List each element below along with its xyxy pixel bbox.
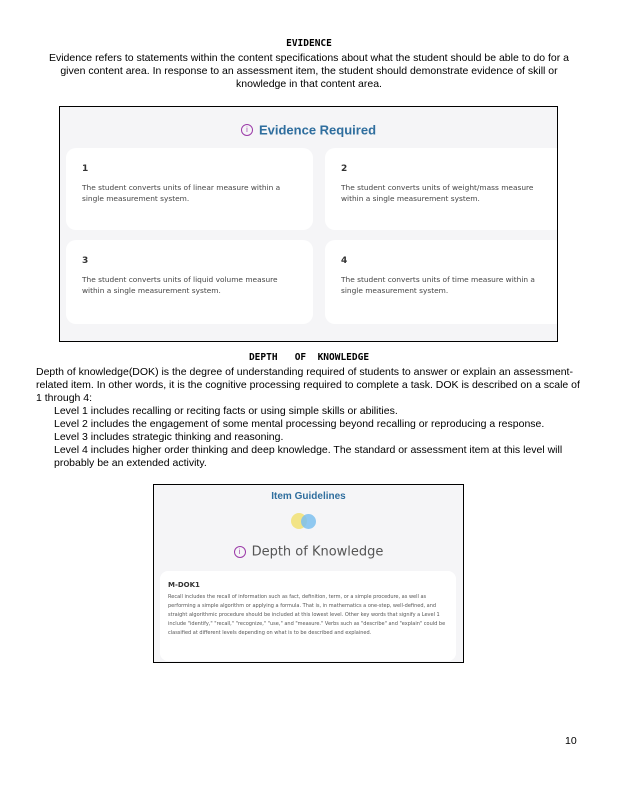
depth-of-knowledge-title: Depth of Knowledge bbox=[251, 544, 384, 560]
evidence-card bbox=[66, 148, 313, 230]
evidence-card bbox=[66, 240, 313, 324]
evidence-card bbox=[325, 240, 558, 324]
item-guidelines-title: Item Guidelines bbox=[271, 491, 346, 502]
evidence-required-title: Evidence Required bbox=[258, 122, 377, 138]
evidence-card-number: 1 bbox=[82, 164, 89, 174]
dok-level-text: Level 3 includes strategic thinking and reasoning. bbox=[54, 431, 284, 443]
evidence-card-text: The student converts units of liquid volume measure within a single measurement system. bbox=[82, 275, 278, 295]
evidence-paragraph: Evidence refers to statements within the content specifications about what the student should be able to do for a given content area. In response to an assessment item, the student should demonstrate evidence of skill or knowledge in that content area. bbox=[48, 52, 570, 90]
dok-heading: DEPTH OF KNOWLEDGE bbox=[248, 352, 370, 363]
dok-card-code: M-DOK1 bbox=[168, 581, 200, 589]
evidence-heading: EVIDENCE bbox=[286, 38, 332, 49]
list-item bbox=[36, 444, 582, 470]
evidence-card-number: 2 bbox=[341, 164, 348, 174]
evidence-card-text: The student converts units of weight/mass measure within a single measurement system. bbox=[341, 183, 534, 203]
dok-level-text: Level 2 includes the engagement of some mental processing beyond recalling or reproducing a response. bbox=[54, 418, 545, 430]
dok-level-text: Level 1 includes recalling or reciting facts or using simple skills or abilities. bbox=[54, 405, 398, 417]
info-circle-icon: i bbox=[241, 124, 253, 136]
list-item bbox=[36, 418, 582, 431]
item-guidelines-figure bbox=[153, 484, 464, 663]
dok-card-text: Recall includes the recall of information such as fact, definition, term, or a simple procedure, as well as performing a simple algorithm or applying a formula. That is, in mathematics a one-step, well-defined, and straight algorithmic procedure should be included at this lowest level. Other key words that signify a Level 1 include "identify," "recall," "recognize," "use," and "measure." Verbs such as "describe" and "explain" could be classified at different levels depending on what is to be described and explained. bbox=[168, 594, 446, 636]
dok-paragraph: Depth of knowledge(DOK) is the degree of understanding required of students to answer or explain an assessment-related item. In other words, it is the cognitive processing required to complete a task. DOK is described on a scale of 1 through 4: bbox=[36, 366, 580, 404]
dok-level-text: Level 4 includes higher order thinking and deep knowledge. The standard or assessment item at this level will probably be an extended activity. bbox=[54, 444, 563, 469]
list-item bbox=[36, 431, 582, 444]
list-item bbox=[36, 405, 582, 418]
evidence-card-number: 4 bbox=[341, 256, 348, 266]
dok-level-list bbox=[36, 405, 582, 470]
dok-card bbox=[160, 571, 456, 661]
evidence-card-text: The student converts units of time measure within a single measurement system. bbox=[341, 275, 535, 295]
logo-icon bbox=[291, 513, 321, 531]
evidence-card-number: 3 bbox=[82, 256, 89, 266]
evidence-required-header bbox=[60, 121, 557, 139]
info-circle-icon: i bbox=[234, 546, 246, 558]
evidence-required-figure bbox=[59, 106, 558, 342]
depth-of-knowledge-header bbox=[154, 543, 463, 561]
evidence-card bbox=[325, 148, 558, 230]
page-number: 10 bbox=[565, 735, 577, 747]
evidence-card-text: The student converts units of linear measure within a single measurement system. bbox=[82, 183, 281, 203]
